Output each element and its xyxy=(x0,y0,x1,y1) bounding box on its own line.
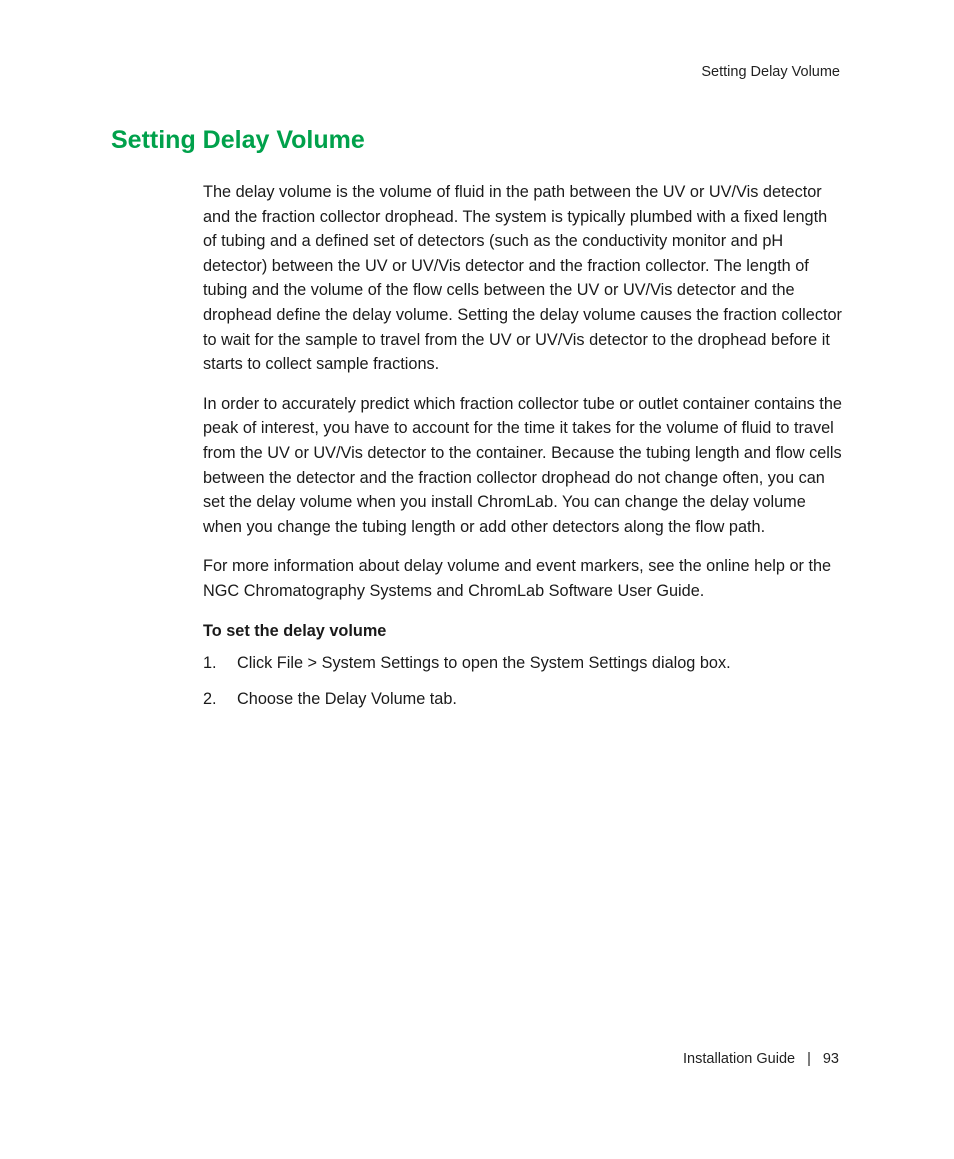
step-text: Click File > System Settings to open the System Settings dialog box. xyxy=(237,654,731,673)
procedure-steps xyxy=(203,651,843,711)
section-body xyxy=(203,180,843,722)
footer-guide-name: Installation Guide xyxy=(683,1051,796,1067)
running-header: Setting Delay Volume xyxy=(701,64,840,80)
step-number: 2. xyxy=(203,689,217,708)
procedure-step xyxy=(203,687,843,712)
page-footer xyxy=(683,1051,839,1067)
paragraph-more-information: For more information about delay volume and event markers, see the online help or the NGC Chromatography Systems and ChromLab Software User Guide. xyxy=(203,557,832,600)
page-number: 93 xyxy=(822,1051,839,1067)
procedure-heading: To set the delay volume xyxy=(203,621,387,640)
paragraph-delay-volume-purpose: In order to accurately predict which fraction collector tube or outlet container contains the peak of interest, you have to account for the time it takes for the volume of fluid to travel from the UV or UV/Vis detector to the container. Because the tubing length and flow cells between the detector and the fraction collector drophead do not change often, you can set the delay volume when you install ChromLab. You can change the delay volume when you change the tubing length or add other detectors along the flow path. xyxy=(203,394,842,536)
step-text: Choose the Delay Volume tab. xyxy=(237,689,457,708)
paragraph-delay-volume-definition: The delay volume is the volume of fluid in the path between the UV or UV/Vis detector and the fraction collector drophead. The system is typically plumbed with a fixed length of tubing and a defined set of detectors (such as the conductivity monitor and pH detector) between the UV or UV/Vis detector and the fraction collector. The length of tubing and the volume of the flow cells between the UV or UV/Vis detector and the drophead define the delay volume. Setting the delay volume causes the fraction collector to wait for the sample to travel from the UV or UV/Vis detector to the drophead before it starts to collect sample fractions. xyxy=(203,183,842,374)
footer-separator: | xyxy=(807,1051,811,1067)
section-title: Setting Delay Volume xyxy=(111,126,365,154)
step-number: 1. xyxy=(203,654,217,673)
procedure-step xyxy=(203,651,843,676)
